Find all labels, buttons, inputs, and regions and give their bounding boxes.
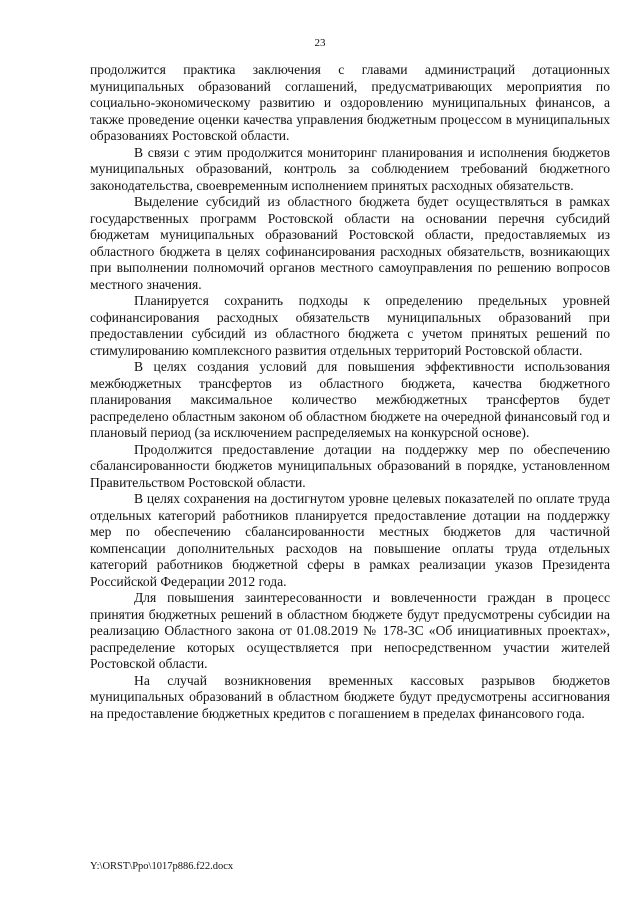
paragraph-8: Для повышения заинтересованности и вовлеченности граждан в процесс принятия бюджетных решений в областном бюджете будут предусмотрены субсидии на реализацию Областного закона от 01.08.2019 № 178-ЗС «Об инициативных проектах», распределение которых осуществляется при непосредственном участии жителей Ростовской области. — [90, 590, 610, 671]
paragraph-1: продолжится практика заключения с главами администраций дотационных муниципальных образований соглашений, предусматривающих мероприятия по социально-экономическому развитию и оздоровлению муниципальных финансов, а также проведение оценки качества управления бюджетным процессом в муниципальных образованиях Ростовской области. — [90, 62, 610, 143]
page-number: 23 — [314, 37, 326, 49]
paragraph-2: В связи с этим продолжится мониторинг планирования и исполнения бюджетов муниципальных образований, контроль за соблюдением требований бюджетного законодательства, своевременным исполнением принятых расходных обязательств. — [90, 144, 610, 193]
paragraph-9: На случай возникновения временных кассовых разрывов бюджетов муниципальных образований в областном бюджете будут предусмотрены ассигнования на предоставление бюджетных кредитов с погашением в пределах финансового года. — [90, 672, 610, 721]
paragraph-7: В целях сохранения на достигнутом уровне целевых показателей по оплате труда отдельных категорий работников планируется предоставление дотации на поддержку мер по обеспечению сбалансированности местных бюджетов для частичной компенсации дополнительных расходов на повышение оплаты труда отдельных категорий работников бюджетной сферы в рамках реализации указов Президента Российской Федерации 2012 года. — [90, 491, 610, 589]
paragraph-4: Планируется сохранить подходы к определению предельных уровней софинансирования расходных обязательств муниципальных образований при предоставлении субсидий из областного бюджета с учетом принятых решений по стимулированию комплексного развития отдельных территорий Ростовской области. — [90, 293, 610, 358]
paragraph-6: Продолжится предоставление дотации на поддержку мер по обеспечению сбалансированности бюджетов муниципальных образований в порядке, установленном Правительством Ростовской области. — [90, 441, 610, 490]
paragraph-5: В целях создания условий для повышения эффективности использования межбюджетных трансфертов из областного бюджета, качества бюджетного планирования максимальное количество межбюджетных трансфертов будет распределено областным законом об областном бюджете на очередной финансовый год и плановый период (за исключением распределяемых на конкурсной основе). — [90, 359, 610, 440]
file-path-footer: Y:\ORST\Ppo\1017p886.f22.docx — [90, 861, 234, 872]
document-body — [90, 62, 610, 722]
paragraph-3: Выделение субсидий из областного бюджета будет осуществляться в рамках государственных программ Ростовской области на основании перечня субсидий бюджетам муниципальных образований Ростовской области, предоставляемых из областного бюджета в целях софинансирования расходных обязательств, возникающих при выполнении полномочий органов местного самоуправления по решению вопросов местного значения. — [90, 194, 610, 292]
